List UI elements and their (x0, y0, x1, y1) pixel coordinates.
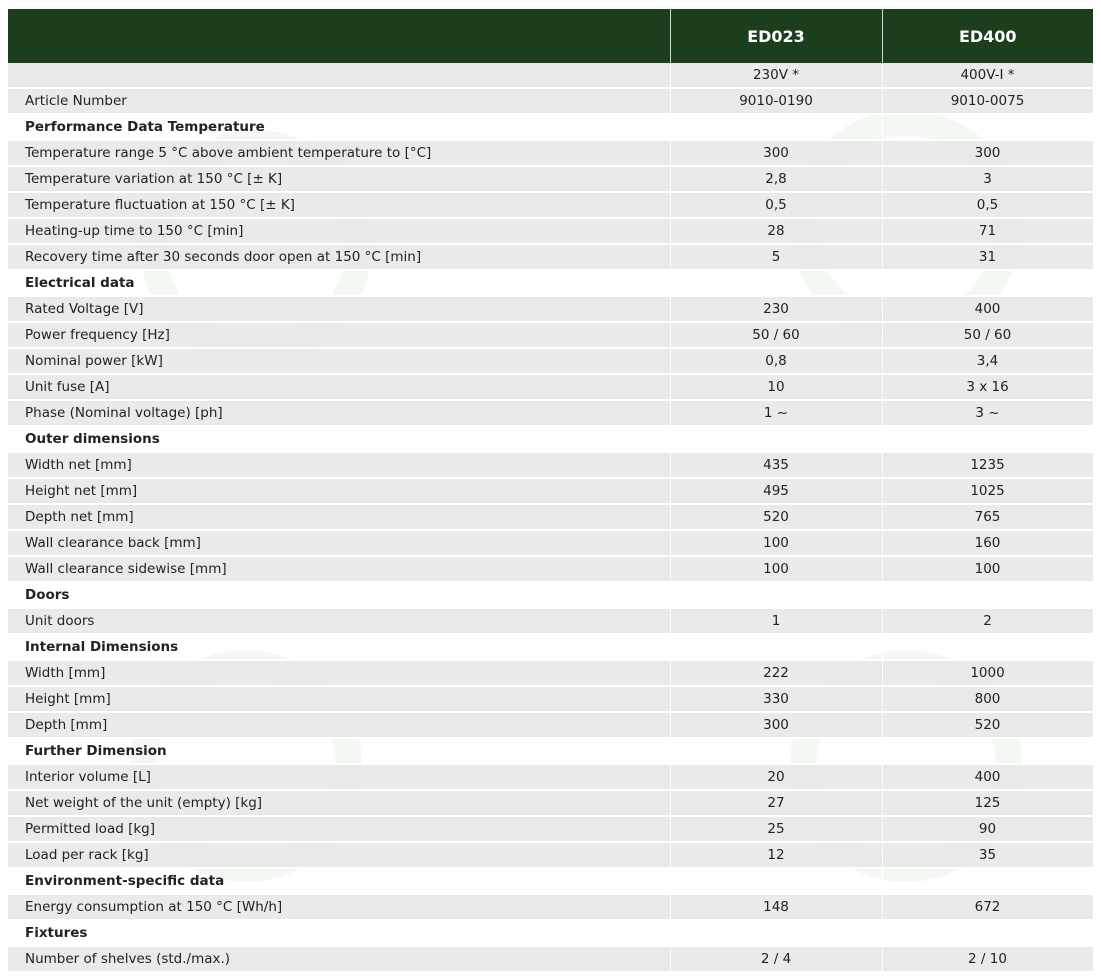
table-row (8, 790, 1093, 816)
row-label: Article Number (8, 88, 670, 114)
table-row (8, 244, 1093, 270)
empty-cell (882, 868, 1093, 894)
value-ed023: 520 (670, 504, 882, 530)
section-title: Performance Data Temperature (8, 114, 670, 140)
section-header-row (8, 868, 1093, 894)
row-label: Power frequency [Hz] (8, 322, 670, 348)
section-title: Internal Dimensions (8, 634, 670, 660)
row-label: Heating-up time to 150 °C [min] (8, 218, 670, 244)
value-ed400: 400 (882, 764, 1093, 790)
row-label: Energy consumption at 150 °C [Wh/h] (8, 894, 670, 920)
row-label: Height net [mm] (8, 478, 670, 504)
empty-cell (670, 920, 882, 946)
row-label: Nominal power [kW] (8, 348, 670, 374)
table-row (8, 348, 1093, 374)
table-row (8, 63, 1093, 88)
empty-cell (670, 634, 882, 660)
value-ed400: 160 (882, 530, 1093, 556)
value-ed023: 28 (670, 218, 882, 244)
value-ed023: 9010-0190 (670, 88, 882, 114)
empty-cell (882, 114, 1093, 140)
empty-cell (882, 270, 1093, 296)
value-ed400: 35 (882, 842, 1093, 868)
table-row (8, 400, 1093, 426)
value-ed023: 300 (670, 140, 882, 166)
row-label: Temperature range 5 °C above ambient temperature to [°C] (8, 140, 670, 166)
row-label: Height [mm] (8, 686, 670, 712)
value-ed023: 148 (670, 894, 882, 920)
row-label: Net weight of the unit (empty) [kg] (8, 790, 670, 816)
section-title: Environment-specific data (8, 868, 670, 894)
table-row (8, 686, 1093, 712)
row-label: Recovery time after 30 seconds door open at 150 °C [min] (8, 244, 670, 270)
value-ed400: 125 (882, 790, 1093, 816)
value-ed400: 400 (882, 296, 1093, 322)
value-ed400: 0,5 (882, 192, 1093, 218)
section-header-row (8, 270, 1093, 296)
value-ed400: 71 (882, 218, 1093, 244)
value-ed023: 300 (670, 712, 882, 738)
section-header-row (8, 114, 1093, 140)
table-row (8, 218, 1093, 244)
value-ed023: 495 (670, 478, 882, 504)
value-ed400: 1235 (882, 452, 1093, 478)
value-ed400: 672 (882, 894, 1093, 920)
table-header (8, 9, 1093, 63)
value-ed400: 300 (882, 140, 1093, 166)
value-ed400: 3 (882, 166, 1093, 192)
table-row (8, 530, 1093, 556)
value-ed400: 50 / 60 (882, 322, 1093, 348)
table-row (8, 946, 1093, 972)
row-label: Unit doors (8, 608, 670, 634)
value-ed023: 435 (670, 452, 882, 478)
table-row (8, 296, 1093, 322)
table-row (8, 374, 1093, 400)
empty-cell (670, 426, 882, 452)
section-title: Further Dimension (8, 738, 670, 764)
value-ed400: 400V-I * (882, 63, 1093, 88)
row-label: Depth net [mm] (8, 504, 670, 530)
row-label: Width net [mm] (8, 452, 670, 478)
row-label (8, 63, 670, 88)
table-row (8, 712, 1093, 738)
value-ed400: 3 x 16 (882, 374, 1093, 400)
value-ed400: 3 ~ (882, 400, 1093, 426)
table-row (8, 88, 1093, 114)
empty-cell (670, 270, 882, 296)
value-ed023: 1 (670, 608, 882, 634)
value-ed023: 222 (670, 660, 882, 686)
value-ed023: 0,5 (670, 192, 882, 218)
table-row (8, 192, 1093, 218)
row-label: Temperature fluctuation at 150 °C [± K] (8, 192, 670, 218)
row-label: Width [mm] (8, 660, 670, 686)
value-ed023: 2 / 4 (670, 946, 882, 972)
section-header-row (8, 920, 1093, 946)
spec-table (8, 9, 1094, 973)
table-row (8, 816, 1093, 842)
value-ed400: 3,4 (882, 348, 1093, 374)
value-ed023: 2,8 (670, 166, 882, 192)
row-label: Permitted load [kg] (8, 816, 670, 842)
section-title: Outer dimensions (8, 426, 670, 452)
row-label: Number of shelves (std./max.) (8, 946, 670, 972)
value-ed023: 10 (670, 374, 882, 400)
empty-cell (882, 738, 1093, 764)
empty-cell (882, 920, 1093, 946)
value-ed023: 230 (670, 296, 882, 322)
value-ed400: 31 (882, 244, 1093, 270)
table-row (8, 556, 1093, 582)
table-row (8, 504, 1093, 530)
table-row (8, 764, 1093, 790)
row-label: Unit fuse [A] (8, 374, 670, 400)
value-ed023: 1 ~ (670, 400, 882, 426)
empty-cell (670, 582, 882, 608)
value-ed400: 9010-0075 (882, 88, 1093, 114)
table-row (8, 166, 1093, 192)
value-ed023: 12 (670, 842, 882, 868)
row-label: Load per rack [kg] (8, 842, 670, 868)
table-row (8, 322, 1093, 348)
empty-cell (882, 634, 1093, 660)
table-row (8, 452, 1093, 478)
section-title: Electrical data (8, 270, 670, 296)
table-row (8, 894, 1093, 920)
header-model-ed023: ED023 (670, 9, 882, 63)
row-label: Wall clearance sidewise [mm] (8, 556, 670, 582)
value-ed023: 0,8 (670, 348, 882, 374)
value-ed400: 100 (882, 556, 1093, 582)
value-ed023: 100 (670, 530, 882, 556)
row-label: Depth [mm] (8, 712, 670, 738)
value-ed023: 27 (670, 790, 882, 816)
row-label: Temperature variation at 150 °C [± K] (8, 166, 670, 192)
table-row (8, 140, 1093, 166)
value-ed023: 5 (670, 244, 882, 270)
section-header-row (8, 582, 1093, 608)
value-ed023: 330 (670, 686, 882, 712)
row-label: Interior volume [L] (8, 764, 670, 790)
value-ed400: 1025 (882, 478, 1093, 504)
value-ed400: 90 (882, 816, 1093, 842)
table-row (8, 660, 1093, 686)
table-row (8, 478, 1093, 504)
value-ed023: 50 / 60 (670, 322, 882, 348)
row-label: Wall clearance back [mm] (8, 530, 670, 556)
value-ed023: 100 (670, 556, 882, 582)
value-ed023: 230V * (670, 63, 882, 88)
value-ed400: 520 (882, 712, 1093, 738)
value-ed400: 2 / 10 (882, 946, 1093, 972)
section-header-row (8, 738, 1093, 764)
value-ed023: 25 (670, 816, 882, 842)
section-title: Fixtures (8, 920, 670, 946)
value-ed400: 800 (882, 686, 1093, 712)
section-title: Doors (8, 582, 670, 608)
value-ed400: 765 (882, 504, 1093, 530)
row-label: Rated Voltage [V] (8, 296, 670, 322)
empty-cell (882, 426, 1093, 452)
header-model-ed400: ED400 (882, 9, 1093, 63)
empty-cell (670, 868, 882, 894)
value-ed400: 2 (882, 608, 1093, 634)
row-label: Phase (Nominal voltage) [ph] (8, 400, 670, 426)
empty-cell (670, 738, 882, 764)
section-header-row (8, 634, 1093, 660)
table-row (8, 842, 1093, 868)
value-ed023: 20 (670, 764, 882, 790)
empty-cell (882, 582, 1093, 608)
section-header-row (8, 426, 1093, 452)
value-ed400: 1000 (882, 660, 1093, 686)
empty-cell (670, 114, 882, 140)
table-row (8, 608, 1093, 634)
header-label (8, 9, 670, 63)
